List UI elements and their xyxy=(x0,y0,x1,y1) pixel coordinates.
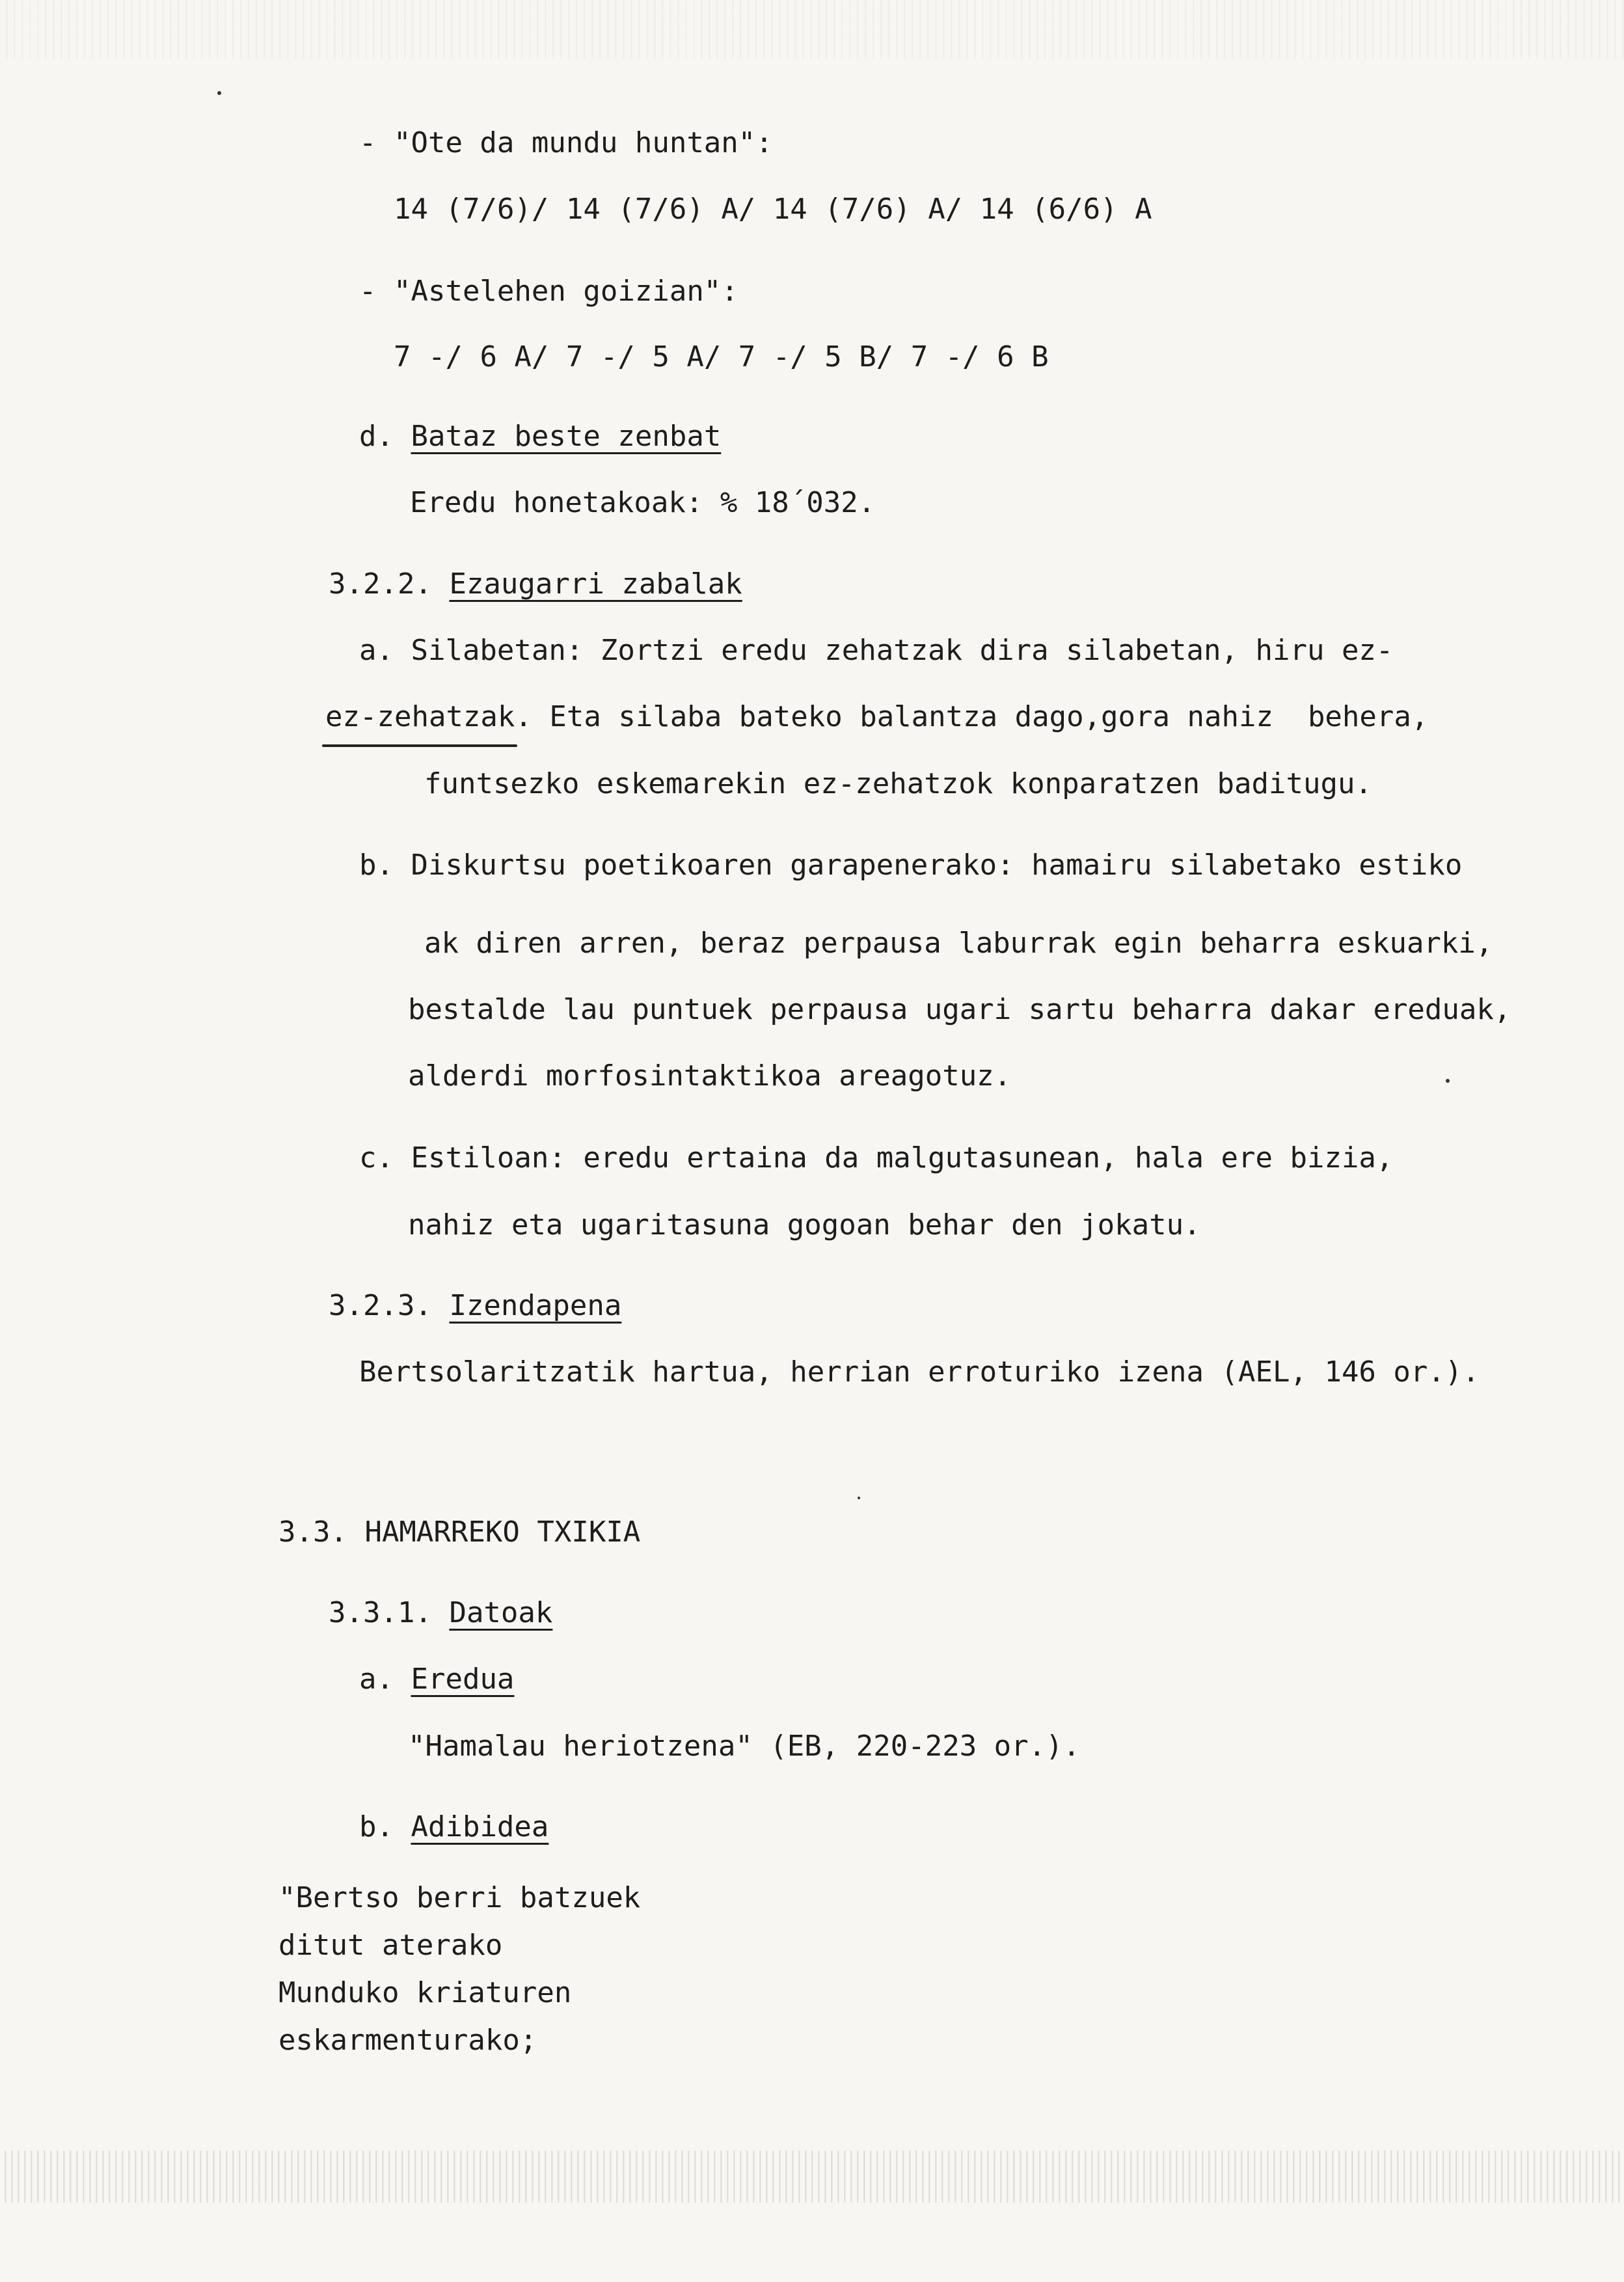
item-adibidea xyxy=(359,1809,548,1845)
item-c-line-1: c. Estiloan: eredu ertaina da malgutasunean, hala ere bizia, xyxy=(359,1141,1394,1175)
scan-speck xyxy=(858,1497,860,1499)
verse-line-2: ditut aterako xyxy=(278,1929,503,1962)
item-b-line-3: bestalde lau puntuek perpausa ugari sartu beharra dakar ereduak, xyxy=(408,993,1511,1026)
item-eredua-title: Eredua xyxy=(411,1663,515,1696)
item-adibidea-title: Adibidea xyxy=(411,1810,549,1843)
item-b-line-4: alderdi morfosintaktikoa areagotuz. xyxy=(408,1059,1012,1093)
item-a-line-2: ez-zehatzak. Eta silaba bateko balantza dago,gora nahiz behera, xyxy=(325,700,1429,733)
item-adibidea-label: b. xyxy=(359,1810,394,1843)
item-b-line-1: b. Diskurtsu poetikoaren garapenerako: hamairu silabetako estiko xyxy=(359,849,1463,882)
scan-speck xyxy=(217,91,221,95)
section-3-2-3-number: 3.2.3. xyxy=(329,1289,432,1322)
item-a-line-3: funtsezko eskemarekin ez-zehatzok konparatzen baditugu. xyxy=(424,767,1372,800)
scan-noise-bottom xyxy=(0,2151,1624,2203)
verse-title-ote: - "Ote da mundu huntan": xyxy=(359,126,773,159)
verse-line-4: eskarmenturako; xyxy=(278,2024,537,2057)
section-3-3-1-title: Datoak xyxy=(449,1596,553,1629)
syllable-scheme-astelehen: 7 -/ 6 A/ 7 -/ 5 A/ 7 -/ 5 B/ 7 -/ 6 B xyxy=(394,340,1049,374)
verse-line-1: "Bertso berri batzuek xyxy=(278,1881,641,1914)
section-3-2-2 xyxy=(329,566,742,603)
item-a-line-1: a. Silabetan: Zortzi eredu zehatzak dira silabetan, hiru ez- xyxy=(359,634,1394,667)
section-3-3-1 xyxy=(329,1595,552,1631)
item-d xyxy=(359,418,721,455)
section-3-3-1-number: 3.3.1. xyxy=(329,1596,432,1629)
item-d-title: Bataz beste zenbat xyxy=(411,420,722,453)
item-c-line-2: nahiz eta ugaritasuna gogoan behar den jokatu. xyxy=(408,1208,1201,1242)
section-3-2-2-title: Ezaugarri zabalak xyxy=(449,567,742,601)
scan-noise-top xyxy=(0,0,1624,59)
section-3-2-3 xyxy=(329,1288,621,1324)
item-eredua-body: "Hamalau heriotzena" (EB, 220-223 or.). xyxy=(408,1730,1081,1763)
item-eredua xyxy=(359,1661,514,1698)
item-b-line-2: ak diren arren, beraz perpausa laburrak egin beharra eskuarki, xyxy=(424,927,1493,960)
syllable-scheme-ote: 14 (7/6)/ 14 (7/6) A/ 14 (7/6) A/ 14 (6/6) A xyxy=(394,193,1152,226)
handwritten-underline xyxy=(322,744,517,747)
section-3-2-3-title: Izendapena xyxy=(449,1289,622,1322)
section-3-3-heading: 3.3. HAMARREKO TXIKIA xyxy=(278,1515,641,1549)
verse-line-3: Munduko kriaturen xyxy=(278,1976,572,2009)
verse-title-astelehen: - "Astelehen goizian": xyxy=(359,275,738,308)
item-d-label: d. xyxy=(359,420,394,453)
section-3-2-2-number: 3.2.2. xyxy=(329,567,432,601)
item-eredua-label: a. xyxy=(359,1663,394,1696)
section-3-2-3-body: Bertsolaritzatik hartua, herrian erroturiko izena (AEL, 146 or.). xyxy=(359,1355,1480,1389)
item-d-body: Eredu honetakoak: % 18´032. xyxy=(410,486,876,519)
scan-speck xyxy=(1446,1079,1450,1083)
